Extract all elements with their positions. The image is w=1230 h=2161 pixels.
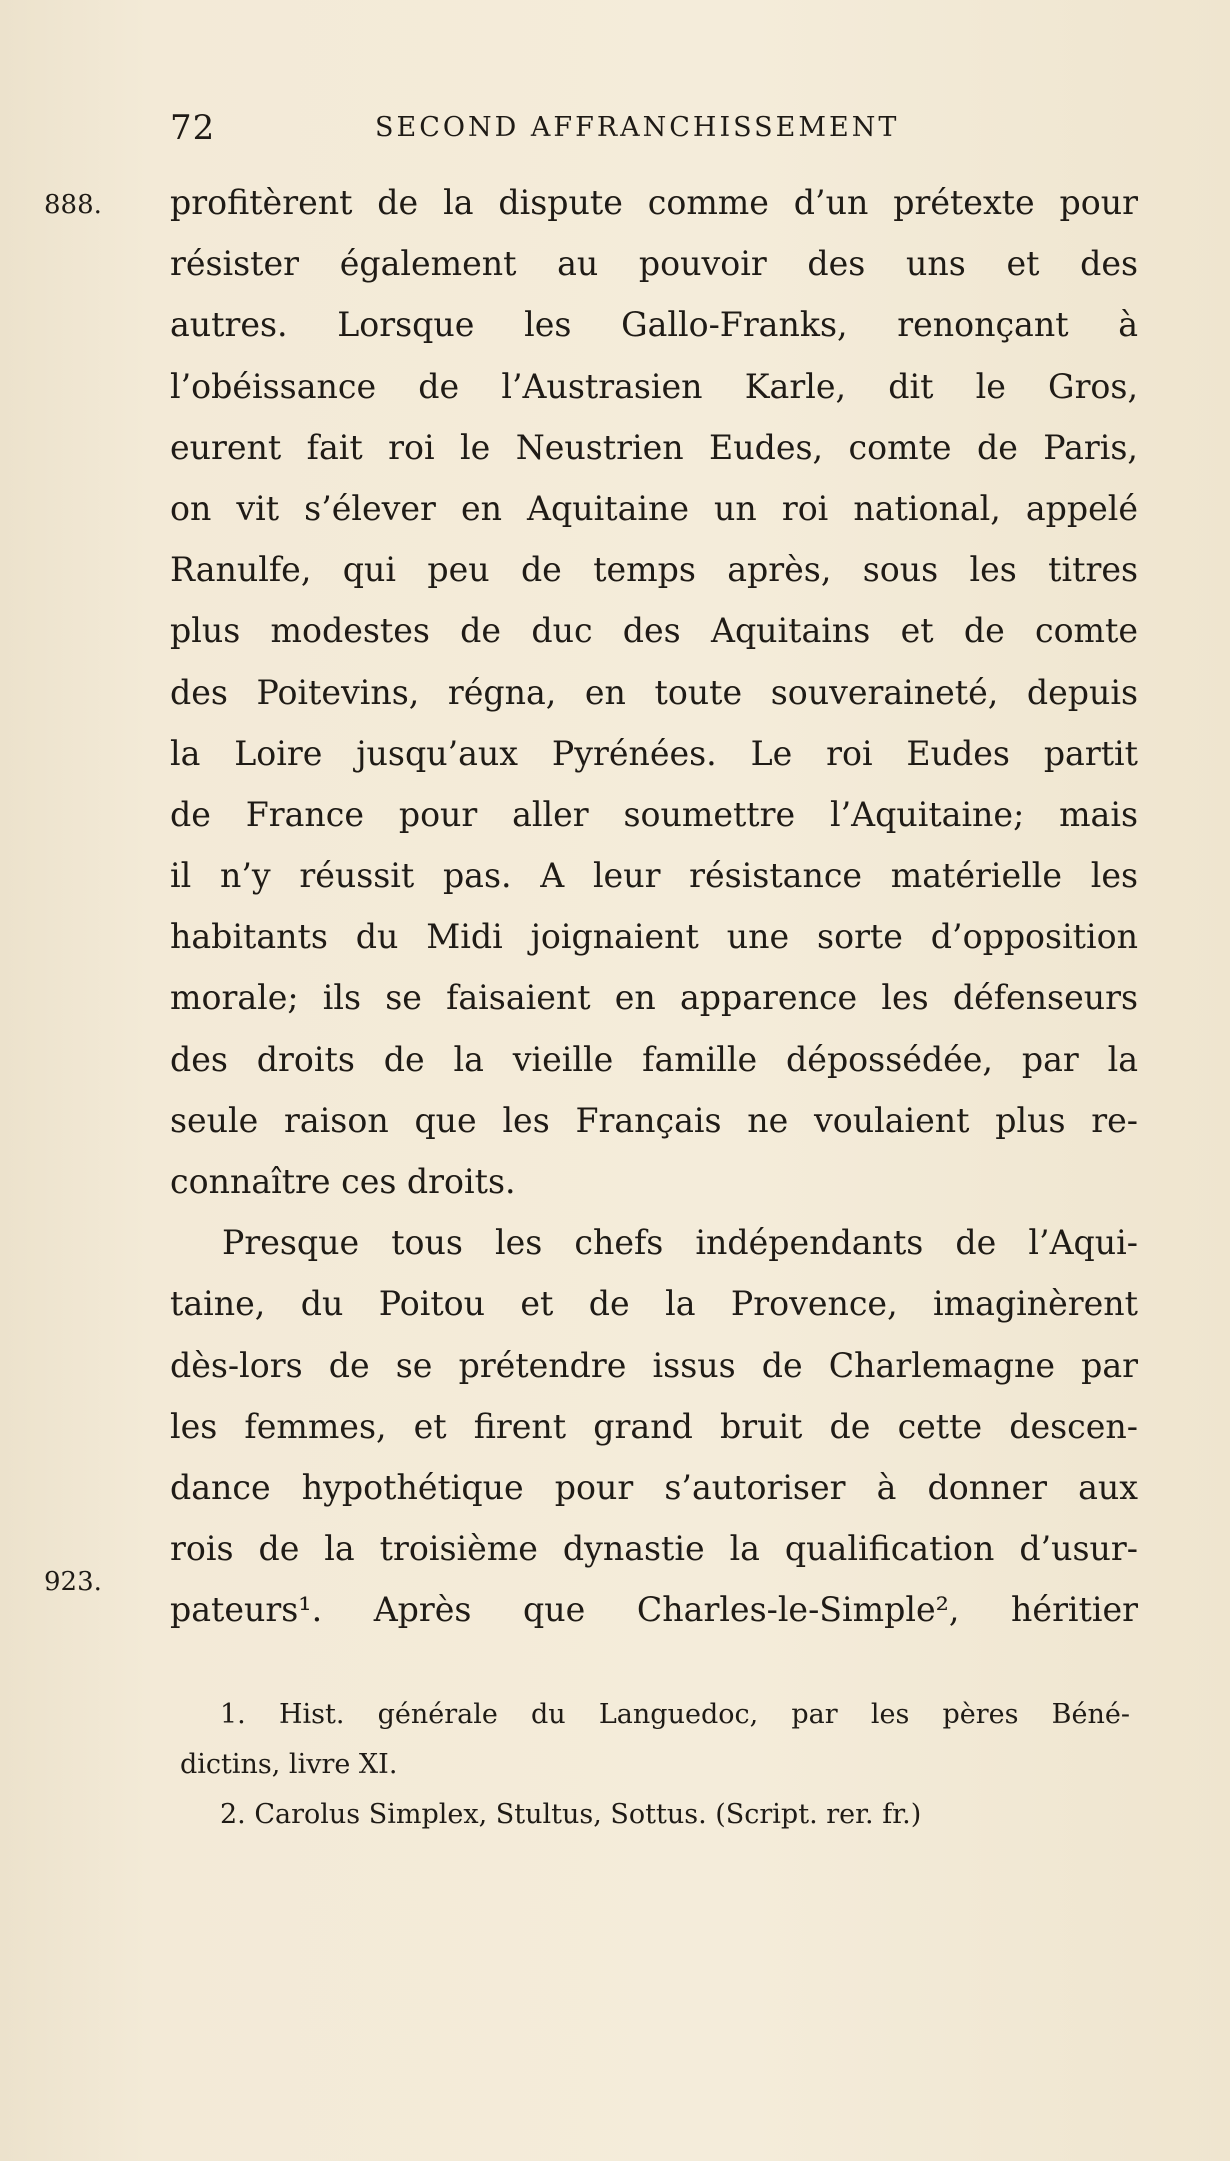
text-line: l’obéissance de l’Austrasien Karle, dit le Gros, <box>170 366 1138 406</box>
text-line: Ranulfe, qui peu de temps après, sous les titres <box>170 550 1138 590</box>
text-line: rois de la troisième dynastie la qualification d’usur- <box>170 1529 1138 1569</box>
text-line: habitants du Midi joignaient une sorte d’opposition <box>170 917 1138 957</box>
text-line: résister également au pouvoir des uns et des <box>170 244 1138 284</box>
text-line: la Loire jusqu’aux Pyrénées. Le roi Eudes partit <box>170 733 1138 773</box>
footnotes <box>180 1690 1130 1840</box>
text-line: eurent fait roi le Neustrien Eudes, comte de Paris, <box>170 427 1138 467</box>
text-line: taine, du Poitou et de la Provence, imaginèrent <box>170 1284 1138 1324</box>
margin-year-note: 888. <box>44 190 102 220</box>
text-line: pateurs¹. Après que Charles-le-Simple², héritier <box>170 1590 1138 1630</box>
text-line: plus modestes de duc des Aquitains et de comte <box>170 611 1138 651</box>
page-number: 72 <box>170 108 216 148</box>
text-line: profitèrent de la dispute comme d’un prétexte pour <box>170 183 1138 222</box>
text-line: de France pour aller soumettre l’Aquitaine; mais <box>170 794 1138 834</box>
text-line: des Poitevins, régna, en toute souveraineté, depuis <box>170 672 1138 712</box>
text-line: seule raison que les Français ne voulaient plus re- <box>170 1100 1138 1140</box>
text-line: des droits de la vieille famille dépossédée, par la <box>170 1039 1138 1079</box>
text-line: il n’y réussit pas. A leur résistance matérielle les <box>170 856 1138 896</box>
text-line: morale; ils se faisaient en apparence les défenseurs <box>170 978 1138 1018</box>
footnote-line: 2. Carolus Simplex, Stultus, Sottus. (Script. rer. fr.) <box>220 1799 922 1830</box>
text-line: les femmes, et firent grand bruit de cette descen- <box>170 1406 1138 1446</box>
text-line: on vit s’élever en Aquitaine un roi national, appelé <box>170 488 1138 528</box>
text-line: connaître ces droits. <box>170 1162 516 1201</box>
text-line: autres. Lorsque les Gallo-Franks, renonçant à <box>170 305 1138 345</box>
text-line: dès-lors de se prétendre issus de Charlemagne par <box>170 1345 1138 1385</box>
text-line: Presque tous les chefs indépendants de l’Aqui- <box>222 1223 1138 1263</box>
footnote-line: 1. Hist. générale du Languedoc, par les pères Béné- <box>220 1699 1130 1730</box>
running-header <box>170 108 1050 148</box>
footnote-line: dictins, livre XI. <box>180 1749 398 1780</box>
running-title: SECOND AFFRANCHISSEMENT <box>375 112 900 143</box>
text-line: dance hypothétique pour s’autoriser à donner aux <box>170 1467 1138 1507</box>
margin-year-note: 923. <box>44 1567 102 1597</box>
body-text <box>170 172 1138 1641</box>
